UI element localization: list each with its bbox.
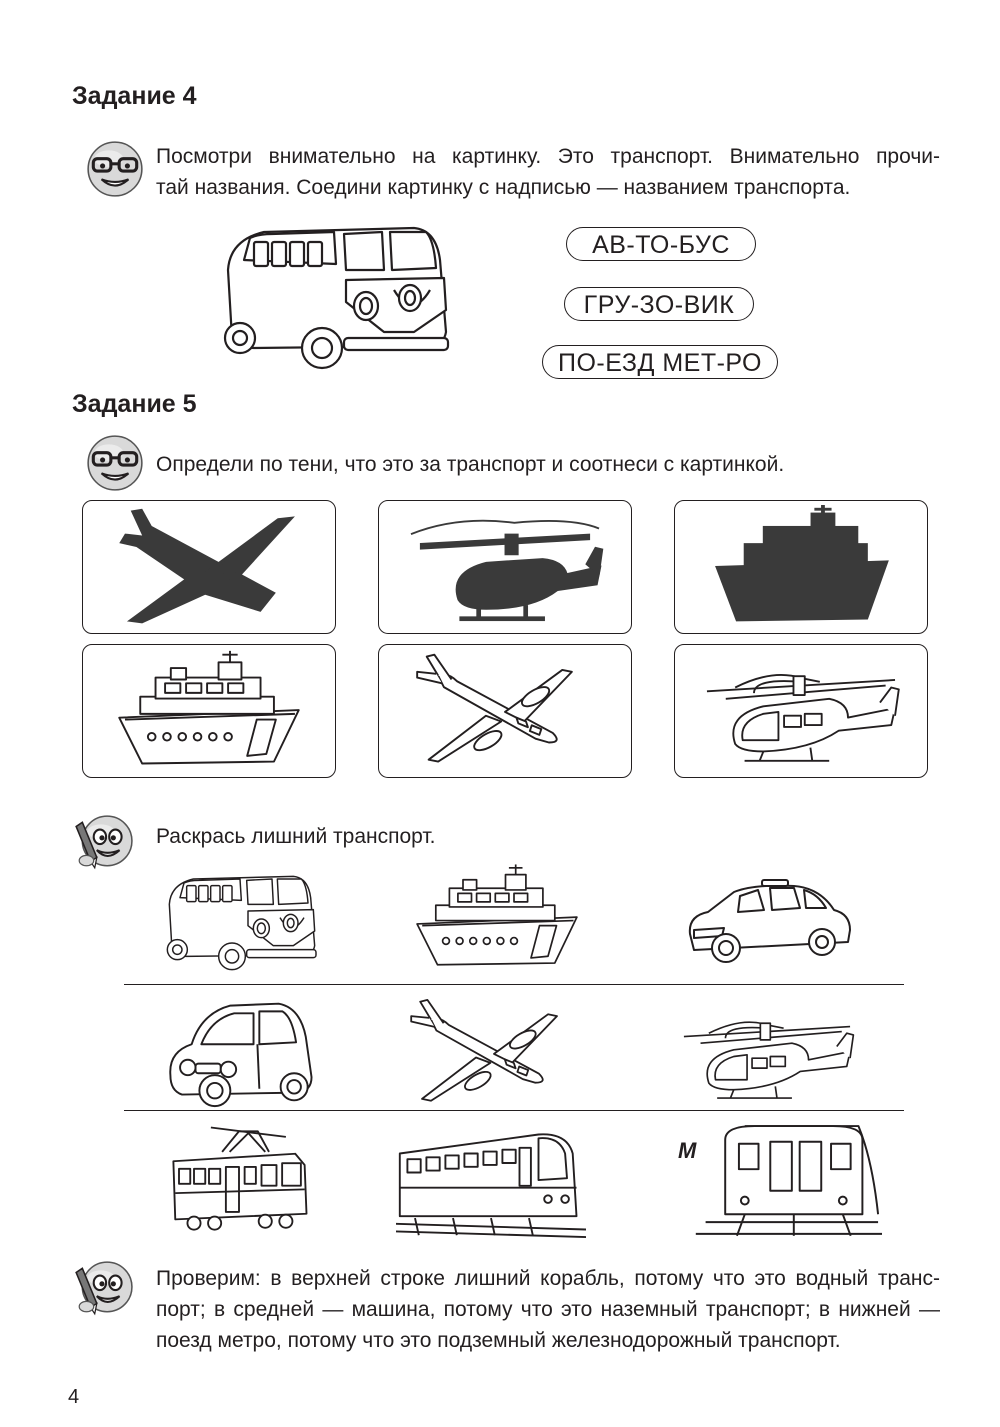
coloring-metro[interactable]: [686, 1118, 882, 1240]
coloring-train[interactable]: [396, 1122, 586, 1242]
smiley-pencil-icon: [70, 812, 136, 874]
coloring-instruction: Раскрась лишний транспорт.: [156, 825, 436, 848]
task4-instruction-line2: тай названия. Соедини картинку с надписью — названием транспорта.: [156, 176, 851, 199]
shadow-card-airplane[interactable]: [82, 500, 336, 634]
shadow-card-helicopter[interactable]: [378, 500, 632, 634]
metro-sign: М: [678, 1138, 697, 1163]
coloring-airplane[interactable]: [404, 992, 584, 1114]
coloring-tram[interactable]: [164, 1122, 314, 1238]
task4-title: Задание 4: [72, 82, 197, 110]
task4-instruction-line1: Посмотри внимательно на картинку. Это транспорт. Внимательно прочи-: [156, 145, 940, 168]
picture-card-helicopter[interactable]: [674, 644, 928, 778]
label-avtobus[interactable]: АВ-ТО-БУС: [566, 227, 756, 261]
label-gruzovik[interactable]: ГРУ-ЗО-ВИК: [564, 287, 754, 321]
answer-line3: поезд метро, потому что это подземный железнодорожный транспорт.: [156, 1329, 841, 1352]
smiley-glasses-icon: [84, 432, 146, 494]
shadow-card-ship[interactable]: [674, 500, 928, 634]
label-poezd-metro[interactable]: ПО-ЕЗД МЕТ-РО: [542, 345, 778, 379]
coloring-car[interactable]: [160, 994, 320, 1110]
answer-line1: Проверим: в верхней строке лишний корабль, потому что это водный транс-: [156, 1267, 940, 1290]
smiley-pencil-icon: [70, 1258, 136, 1320]
smiley-glasses-icon: [84, 138, 146, 200]
page-number: 4: [68, 1386, 80, 1408]
row-divider: [124, 1110, 904, 1111]
task5-title: Задание 5: [72, 390, 197, 418]
coloring-police-car[interactable]: [684, 870, 854, 970]
row-divider: [124, 984, 904, 985]
coloring-bus[interactable]: [160, 866, 320, 976]
task5-instruction: Определи по тени, что это за транспорт и соотнеси с картинкой.: [156, 453, 785, 476]
picture-card-ship[interactable]: [82, 644, 336, 778]
task4-bus-picture[interactable]: [214, 220, 454, 370]
picture-card-airplane[interactable]: [378, 644, 632, 778]
answer-line2: порт; в средней — машина, потому что это наземный транспорт; в нижней —: [156, 1298, 940, 1321]
coloring-helicopter[interactable]: [674, 1000, 860, 1108]
coloring-ship[interactable]: [412, 856, 582, 980]
